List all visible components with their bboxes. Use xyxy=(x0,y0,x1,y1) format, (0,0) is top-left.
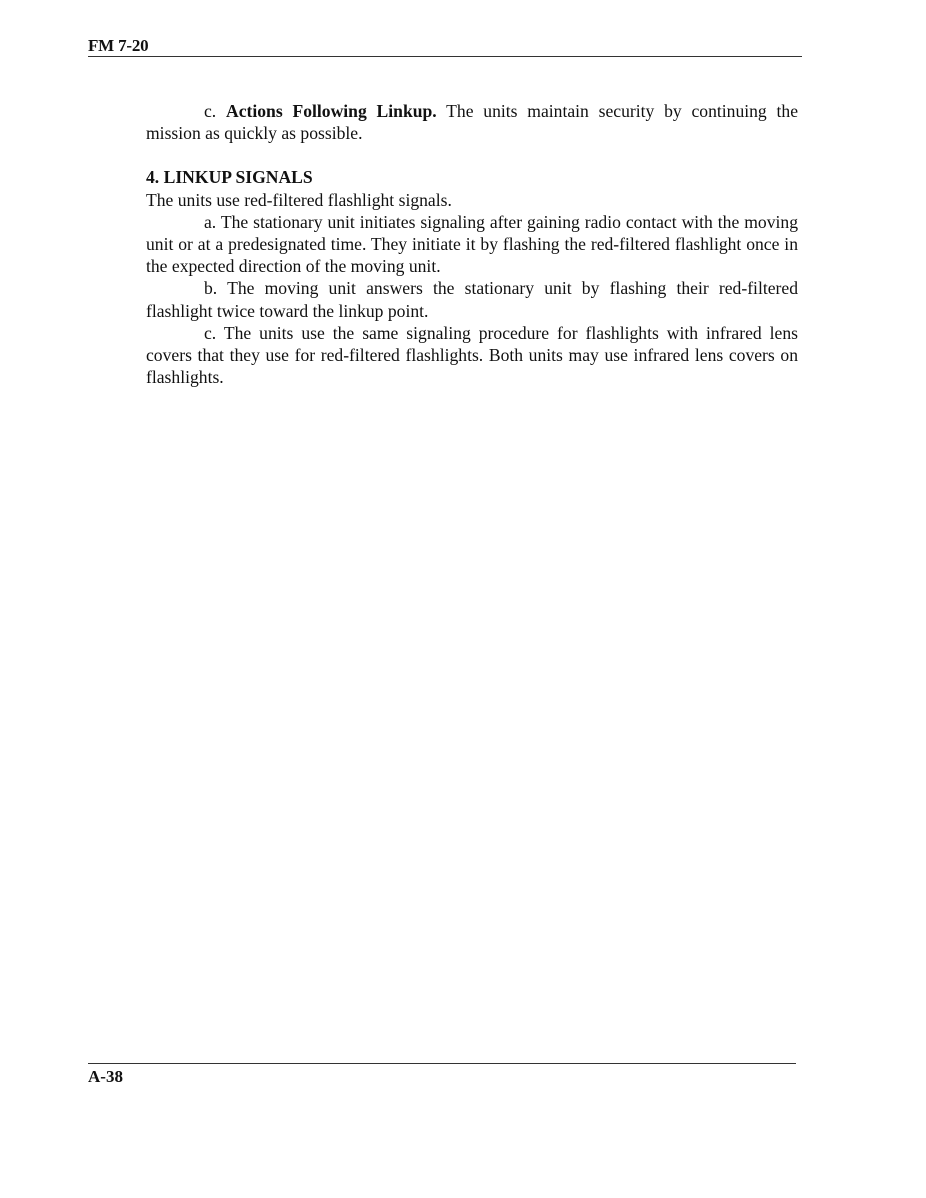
document-id: FM 7-20 xyxy=(88,36,149,55)
page-header xyxy=(88,36,802,58)
paragraph-a: a. The stationary unit initiates signaling after gaining radio contact with the moving unit or at a predesignated time. They initiate it by flashing the red-filtered flashlight once in the expected direction of the moving unit. xyxy=(146,211,798,277)
paragraph-c: c. The units use the same signaling procedure for flashlights with infrared lens covers that they use for red-filtered flashlights. Both units may use infrared lens covers on flashlights. xyxy=(146,322,798,388)
paragraph-actions-following-linkup xyxy=(146,100,798,144)
page-number: A-38 xyxy=(88,1067,123,1086)
paragraph-text: The units maintain security by continuing the mission as quickly as possible. xyxy=(146,101,798,144)
paragraph-b: b. The moving unit answers the stationary unit by flashing their red-filtered flashlight twice toward the linkup point. xyxy=(146,278,798,321)
page-footer xyxy=(88,1063,796,1093)
header-rule xyxy=(88,56,802,57)
paragraph-label: c. xyxy=(204,101,226,121)
section-intro: The units use red-filtered flashlight signals. xyxy=(146,189,452,210)
section-heading: 4. LINKUP SIGNALS xyxy=(146,167,313,188)
paragraph-title: Actions Following Linkup. xyxy=(226,101,437,121)
page-body xyxy=(146,100,798,388)
footer-rule xyxy=(88,1063,796,1064)
